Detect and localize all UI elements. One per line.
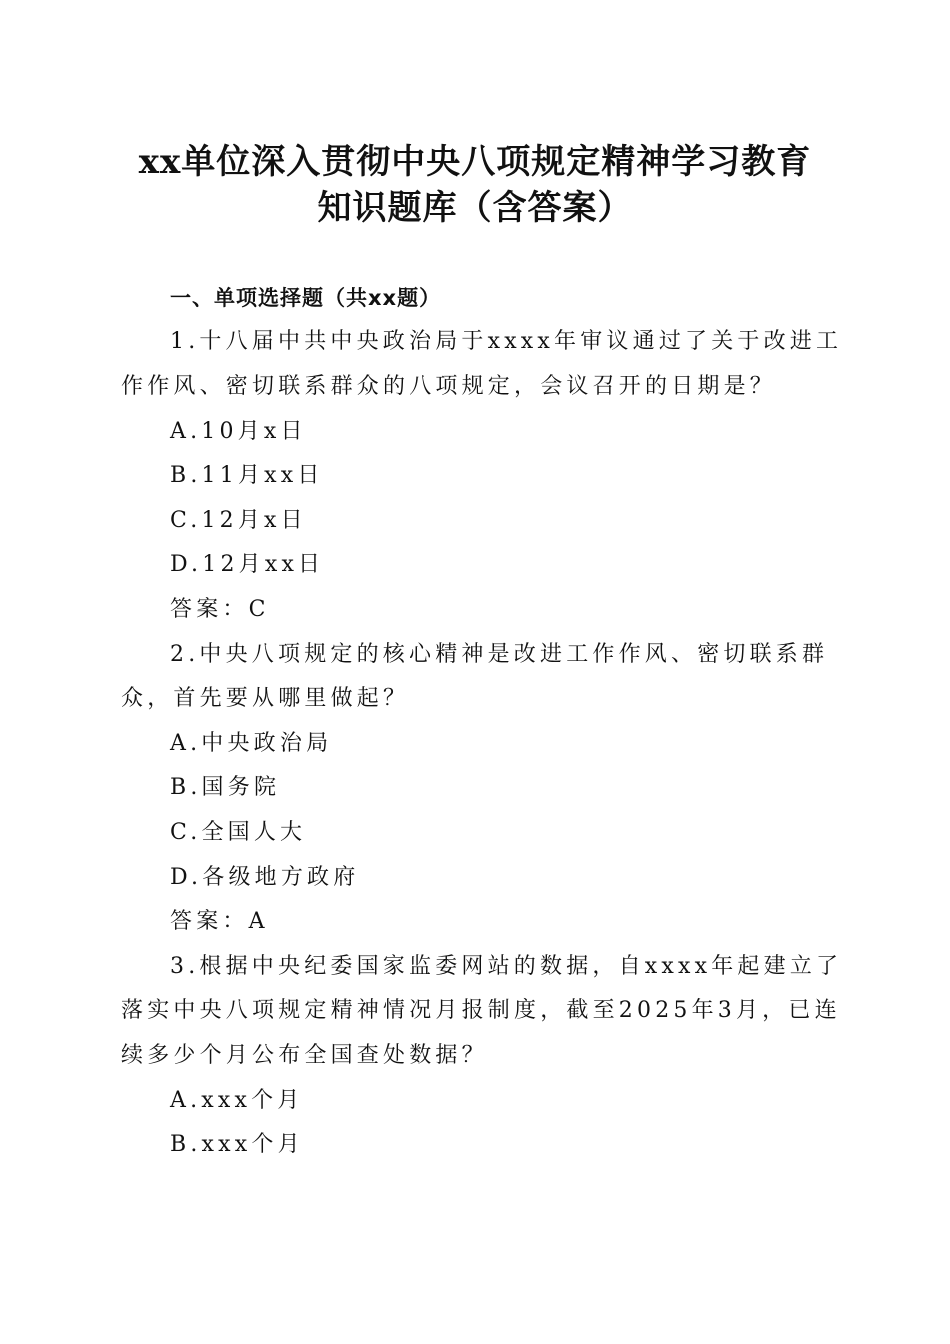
question-3-text-line-3: 续多少个月公布全国查处数据？ — [121, 1043, 488, 1068]
question-1-text-line-1: 1.十八届中共中央政治局于xxxx年审议通过了关于改进工 — [170, 329, 843, 354]
question-1-text-line-2: 作作风、密切联系群众的八项规定，会议召开的日期是？ — [121, 374, 777, 399]
question-2-option-b: B.国务院 — [170, 775, 281, 800]
document-title-line-2: 知识题库（含答案） — [317, 188, 633, 228]
section-heading: 一、单项选择题（共xx题） — [170, 286, 442, 310]
question-1-option-c: C.12月x日 — [170, 508, 307, 533]
question-1-option-d: D.12月xx日 — [170, 552, 325, 577]
question-1-option-b: B.11月xx日 — [170, 463, 324, 488]
question-1-answer: 答案：C — [170, 597, 270, 622]
document-title-line-1: xx单位深入贯彻中央八项规定精神学习教育 — [138, 142, 812, 182]
question-3-text-line-2: 落实中央八项规定精神情况月报制度，截至2025年3月，已连 — [121, 998, 841, 1023]
question-2-text-line-2: 众，首先要从哪里做起？ — [121, 686, 410, 711]
question-1-option-a: A.10月x日 — [170, 419, 307, 444]
question-3-option-a: A.xxx个月 — [170, 1088, 304, 1113]
question-2-option-c: C.全国人大 — [170, 820, 307, 845]
question-3-option-b: B.xxx个月 — [170, 1132, 304, 1157]
question-2-answer: 答案：A — [170, 909, 269, 934]
question-2-option-d: D.各级地方政府 — [170, 865, 360, 890]
question-2-option-a: A.中央政治局 — [170, 731, 333, 756]
question-3-text-line-1: 3.根据中央纪委国家监委网站的数据，自xxxx年起建立了 — [170, 954, 843, 979]
question-2-text-line-1: 2.中央八项规定的核心精神是改进工作作风、密切联系群 — [170, 642, 829, 667]
